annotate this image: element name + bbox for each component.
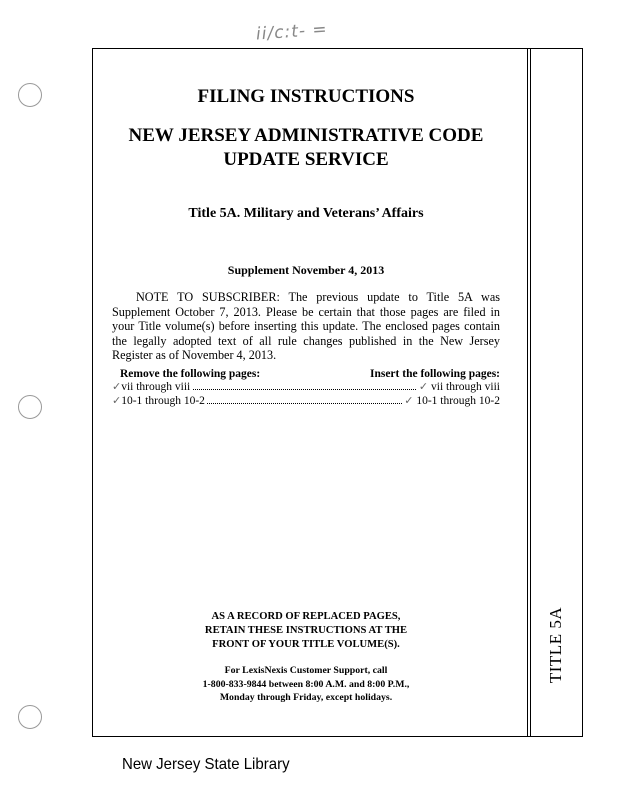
- binder-hole-top: [18, 83, 42, 107]
- insert-header: Insert the following pages:: [369, 368, 500, 380]
- insert-pages: vii through viii: [431, 381, 500, 393]
- remove-header: Remove the following pages:: [120, 368, 261, 380]
- library-stamp: New Jersey State Library: [122, 755, 290, 774]
- subscriber-note: [112, 290, 500, 363]
- tab-divider: [527, 48, 528, 737]
- insert-pages: 10-1 through 10-2: [416, 395, 500, 407]
- handwritten-note: ii/c:t- =: [255, 19, 329, 45]
- tab-label: TITLE 5A: [546, 606, 565, 684]
- page-row: [112, 380, 500, 395]
- support-line-2: 1-800-833-9844 between 8:00 A.M. and 8:00 P.M.,: [202, 678, 410, 690]
- record-line-3: FRONT OF YOUR TITLE VOLUME(S).: [212, 639, 400, 650]
- support-line-1: For LexisNexis Customer Support, call: [224, 665, 388, 676]
- binder-hole-middle: [18, 395, 42, 419]
- code-title-line2: UPDATE SERVICE: [223, 149, 389, 170]
- note-text: NOTE TO SUBSCRIBER: The previous update to Title 5A was Supplement October 7, 2013. Please be certain that those pages are filed in your Title volume(s) before inserting this update. The enclosed pages contain the legally adopted text of all rule changes published in the New Jersey Register as of November 4, 2013.: [112, 290, 500, 362]
- tab-divider-inner: [530, 48, 531, 737]
- supplement-date: Supplement November 4, 2013: [227, 263, 385, 277]
- code-title-line1: NEW JERSEY ADMINISTRATIVE CODE: [128, 125, 484, 146]
- binder-hole-bottom: [18, 705, 42, 729]
- code-title: [112, 124, 500, 172]
- support-line-3: Monday through Friday, except holidays.: [219, 692, 393, 703]
- page-title: FILING INSTRUCTIONS: [197, 86, 415, 107]
- record-line-1: AS A RECORD OF REPLACED PAGES,: [211, 611, 401, 622]
- check-mark-icon: ✓: [112, 380, 122, 393]
- title-tab: [536, 590, 576, 700]
- record-line-2: RETAIN THESE INSTRUCTIONS AT THE: [204, 625, 408, 636]
- customer-support: [112, 664, 500, 705]
- instructions-content: [112, 86, 500, 703]
- remove-pages: 10-1 through 10-2: [121, 395, 205, 407]
- check-mark-icon: ✓: [418, 380, 429, 393]
- remove-pages: vii through viii: [121, 381, 191, 393]
- check-mark-icon: ✓: [112, 394, 122, 407]
- check-mark-icon: ✓: [404, 394, 414, 407]
- record-notice: [112, 610, 500, 652]
- page-row: [112, 394, 500, 409]
- title-section: Title 5A. Military and Veterans’ Affairs: [188, 206, 424, 221]
